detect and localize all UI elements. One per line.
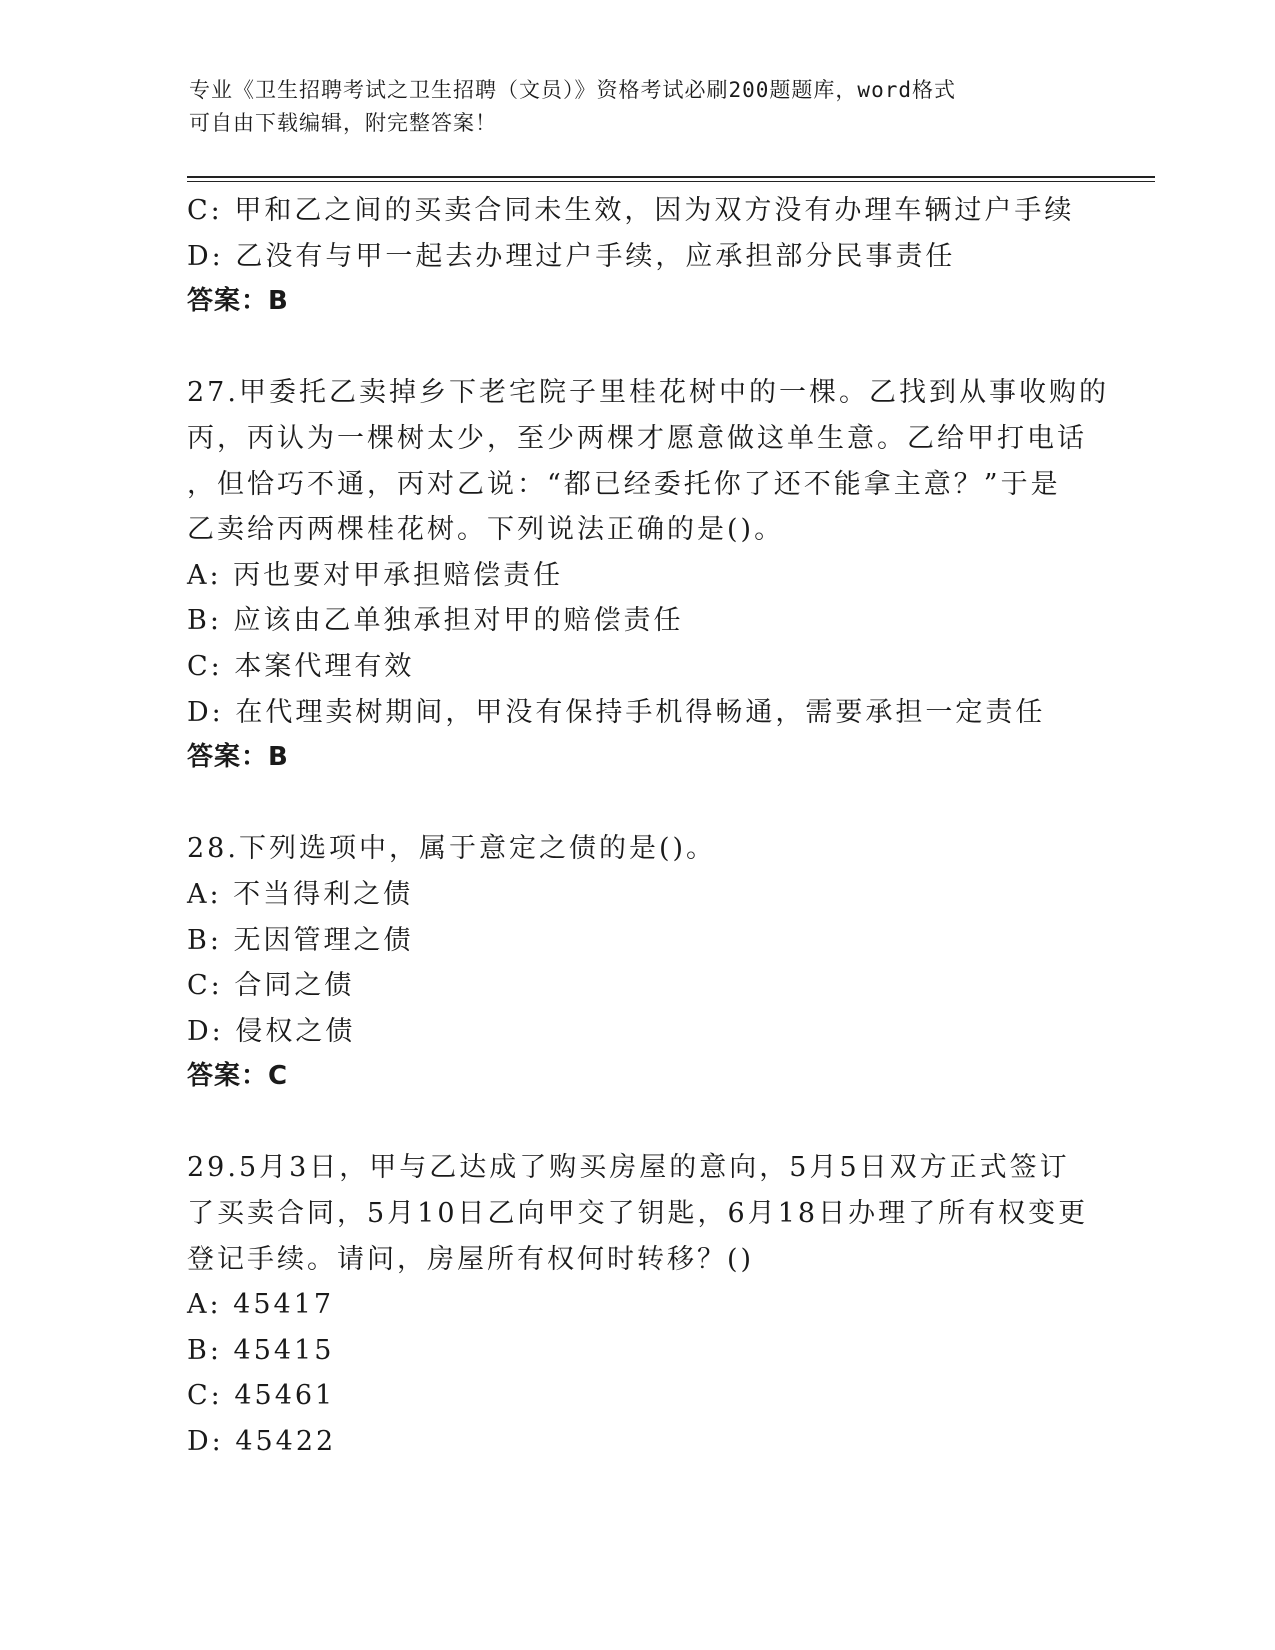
question-stem-line: ，但恰巧不通，丙对乙说：“都已经委托你了还不能拿主意？”于是 (187, 468, 1061, 500)
question-stem-line: 了买卖合同，5月10日乙向甲交了钥匙，6月18日办理了所有权变更 (187, 1198, 1089, 1230)
header-line-1: 专业《卫生招聘考试之卫生招聘（文员）》资格考试必刷200题题库，word格式 (189, 78, 956, 102)
option-a: A: 45417 (187, 1289, 335, 1321)
page-header (189, 74, 1089, 140)
option-d: D: 45422 (187, 1426, 337, 1458)
option-a: A: 不当得利之债 (187, 878, 414, 910)
option-c: C: 45461 (187, 1380, 336, 1412)
answer-line: 答案：B (187, 286, 289, 317)
question-stem-line: 29.5月3日，甲与乙达成了购买房屋的意向，5月5日双方正式签订 (187, 1152, 1070, 1184)
header-line-2: 可自由下载编辑，附完整答案！ (189, 111, 497, 135)
spacer (187, 1100, 1147, 1146)
option-a: A: 丙也要对甲承担赔偿责任 (187, 559, 564, 591)
option-c: C: 本案代理有效 (187, 650, 415, 682)
question-list (187, 188, 1147, 1465)
question-carryover (187, 188, 1147, 325)
question-stem-line: 乙卖给丙两棵桂花树。下列说法正确的是()。 (187, 514, 785, 546)
answer-line: 答案：B (187, 742, 289, 773)
option-c: C: 合同之债 (187, 970, 355, 1002)
option-d: D: 在代理卖树期间，甲没有保持手机得畅通，需要承担一定责任 (187, 696, 1046, 728)
option-d: D: 侵权之债 (187, 1015, 356, 1047)
header-divider-thick (187, 176, 1155, 178)
option-d: D: 乙没有与甲一起去办理过户手续，应承担部分民事责任 (187, 240, 956, 272)
question-stem-line: 28.下列选项中，属于意定之债的是()。 (187, 833, 717, 865)
answer-line: 答案：C (187, 1061, 289, 1092)
question-stem-line: 27.甲委托乙卖掉乡下老宅院子里桂花树中的一棵。乙找到从事收购的 (187, 377, 1109, 409)
option-b: B: 无因管理之债 (187, 924, 414, 956)
question-29 (187, 1145, 1147, 1464)
question-28 (187, 826, 1147, 1100)
option-c: C: 甲和乙之间的买卖合同未生效，因为双方没有办理车辆过户手续 (187, 195, 1075, 226)
question-stem-line: 登记手续。请问，房屋所有权何时转移？() (187, 1243, 755, 1275)
option-b: B: 45415 (187, 1334, 335, 1366)
question-27 (187, 370, 1147, 780)
option-b: B: 应该由乙单独承担对甲的赔偿责任 (187, 605, 684, 637)
question-stem-line: 丙，丙认为一棵树太少，至少两棵才愿意做这单生意。乙给甲打电话 (187, 422, 1087, 454)
spacer (187, 781, 1147, 827)
header-divider-thin (187, 181, 1155, 182)
spacer (187, 325, 1147, 371)
